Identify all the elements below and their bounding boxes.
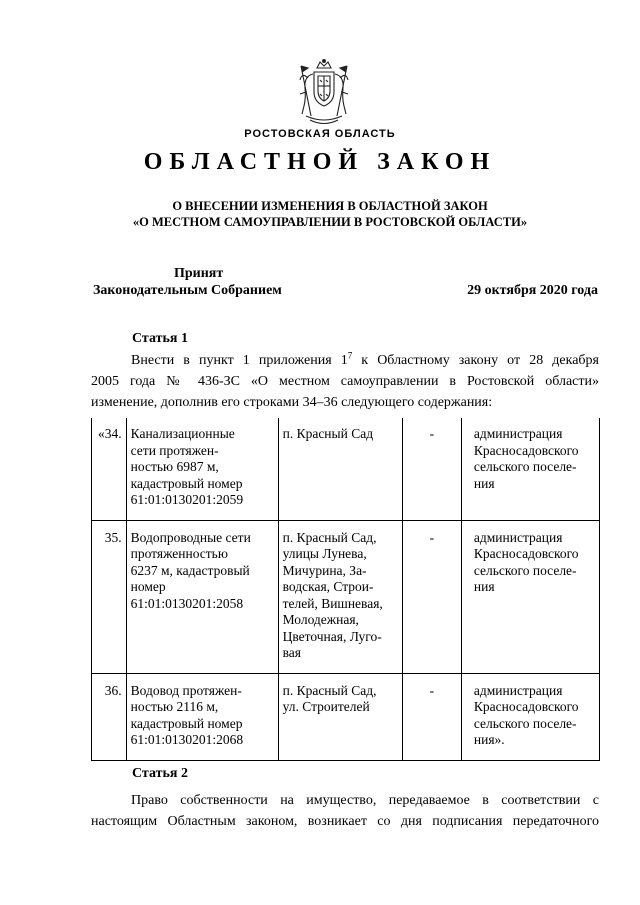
object-name-cell — [126, 418, 278, 520]
cell-line: ния — [473, 579, 495, 594]
cell-line: Канализационные — [130, 426, 235, 441]
cell-line: п. Красный Сад — [282, 426, 374, 441]
cell-line: ностью 2116 м, — [130, 699, 219, 714]
cell-line: номер — [130, 579, 166, 594]
cell-line: сети протяжен- — [130, 442, 219, 458]
cell-line: Красносадовского — [473, 699, 579, 714]
organization-cell — [461, 520, 599, 673]
cell-line: 6237 м, кадастровый — [130, 562, 250, 578]
adopted-by: Законодательным Собранием — [93, 283, 282, 298]
cell-line: Молодежная, — [282, 612, 359, 627]
cell-line: Цветочная, Луго- — [282, 628, 382, 644]
row-number: 36. — [92, 673, 127, 760]
organization-cell — [461, 418, 599, 520]
cell-line: п. Красный Сад, — [282, 529, 377, 545]
cell-line: улицы Лунева, — [282, 546, 367, 561]
cell-line: сельского поселе- — [473, 562, 577, 578]
law-title: ОБЛАСТНОЙ ЗАКОН — [143, 149, 497, 175]
dash-cell: - — [402, 418, 461, 520]
adoption-date: 29 октября 2020 года — [467, 283, 598, 298]
law-subtitle-line1: О ВНЕСЕНИИ ИЗМЕНЕНИЯ В ОБЛАСТНОЙ ЗАКОН — [172, 199, 488, 213]
cell-line: Красносадовского — [473, 442, 579, 458]
cell-line: Красносадовского — [473, 546, 579, 561]
cell-line: водская, Строи- — [282, 579, 374, 594]
cell-line: администрация — [473, 682, 563, 698]
dash-cell: - — [402, 520, 461, 673]
object-name-cell — [126, 673, 278, 760]
location-cell — [278, 418, 402, 520]
cell-line: ностью 6987 м, — [130, 459, 219, 474]
table-row — [92, 520, 600, 673]
table-row — [92, 418, 600, 520]
cell-line: Водовод протяжен- — [130, 682, 242, 698]
cell-line: ния». — [473, 732, 505, 747]
law-subtitle-line2: «О МЕСТНОМ САМОУПРАВЛЕНИИ В РОСТОВСКОЙ ОБЛАСТИ» — [132, 215, 528, 229]
cell-line: протяженностью — [130, 546, 228, 561]
region-name: РОСТОВСКАЯ ОБЛАСТЬ — [244, 128, 396, 140]
article-1-paragraph — [91, 350, 599, 413]
article-2-line: Право собственности на имущество, передаваемое в соответствии с — [131, 793, 599, 808]
location-cell — [278, 673, 402, 760]
table-row — [92, 673, 600, 760]
article-2-line: настоящим Областным законом, возникает со дня подписания передаточного — [91, 814, 599, 829]
adopted-label: Принят — [174, 266, 224, 281]
cell-line: сельского поселе- — [473, 459, 577, 474]
cell-line: кадастровый номер — [130, 715, 243, 731]
article-1-line: 2005 года № 436-ЗС «О местном самоуправлении в Ростовской области» — [91, 374, 599, 389]
cell-line: 61:01:0130201:2058 — [130, 595, 244, 611]
cell-line: 61:01:0130201:2059 — [130, 492, 244, 507]
object-name-cell — [126, 520, 278, 673]
article-2-paragraph — [91, 790, 599, 832]
article-1-heading: Статья 1 — [132, 331, 188, 346]
cell-line: вая — [282, 645, 301, 660]
cell-line: телей, Вишневая, — [282, 595, 383, 611]
row-number: 35. — [92, 520, 127, 673]
cell-line: сельского поселе- — [473, 715, 577, 731]
row-number: «34. — [92, 418, 127, 520]
article-1-line: изменение, дополнив его строками 34–36 следующего содержания: — [91, 395, 493, 410]
cell-line: ул. Строителей — [282, 699, 370, 714]
coat-of-arms-icon — [296, 58, 352, 128]
cell-line: Мичурина, За- — [282, 562, 367, 578]
property-table — [91, 418, 600, 761]
cell-line: кадастровый номер — [130, 475, 243, 491]
cell-line: администрация — [473, 529, 563, 545]
cell-line: 61:01:0130201:2068 — [130, 732, 244, 747]
organization-cell — [461, 673, 599, 760]
article-2-heading: Статья 2 — [132, 766, 188, 781]
location-cell — [278, 520, 402, 673]
cell-line: администрация — [473, 426, 563, 441]
article-1-line: Внести в пункт 1 приложения $1^7$ к Областному закону от 28 декабря — [131, 350, 599, 368]
cell-line: ния — [473, 475, 495, 491]
dash-cell: - — [402, 673, 461, 760]
cell-line: п. Красный Сад, — [282, 682, 377, 698]
cell-line: Водопроводные сети — [130, 529, 251, 545]
